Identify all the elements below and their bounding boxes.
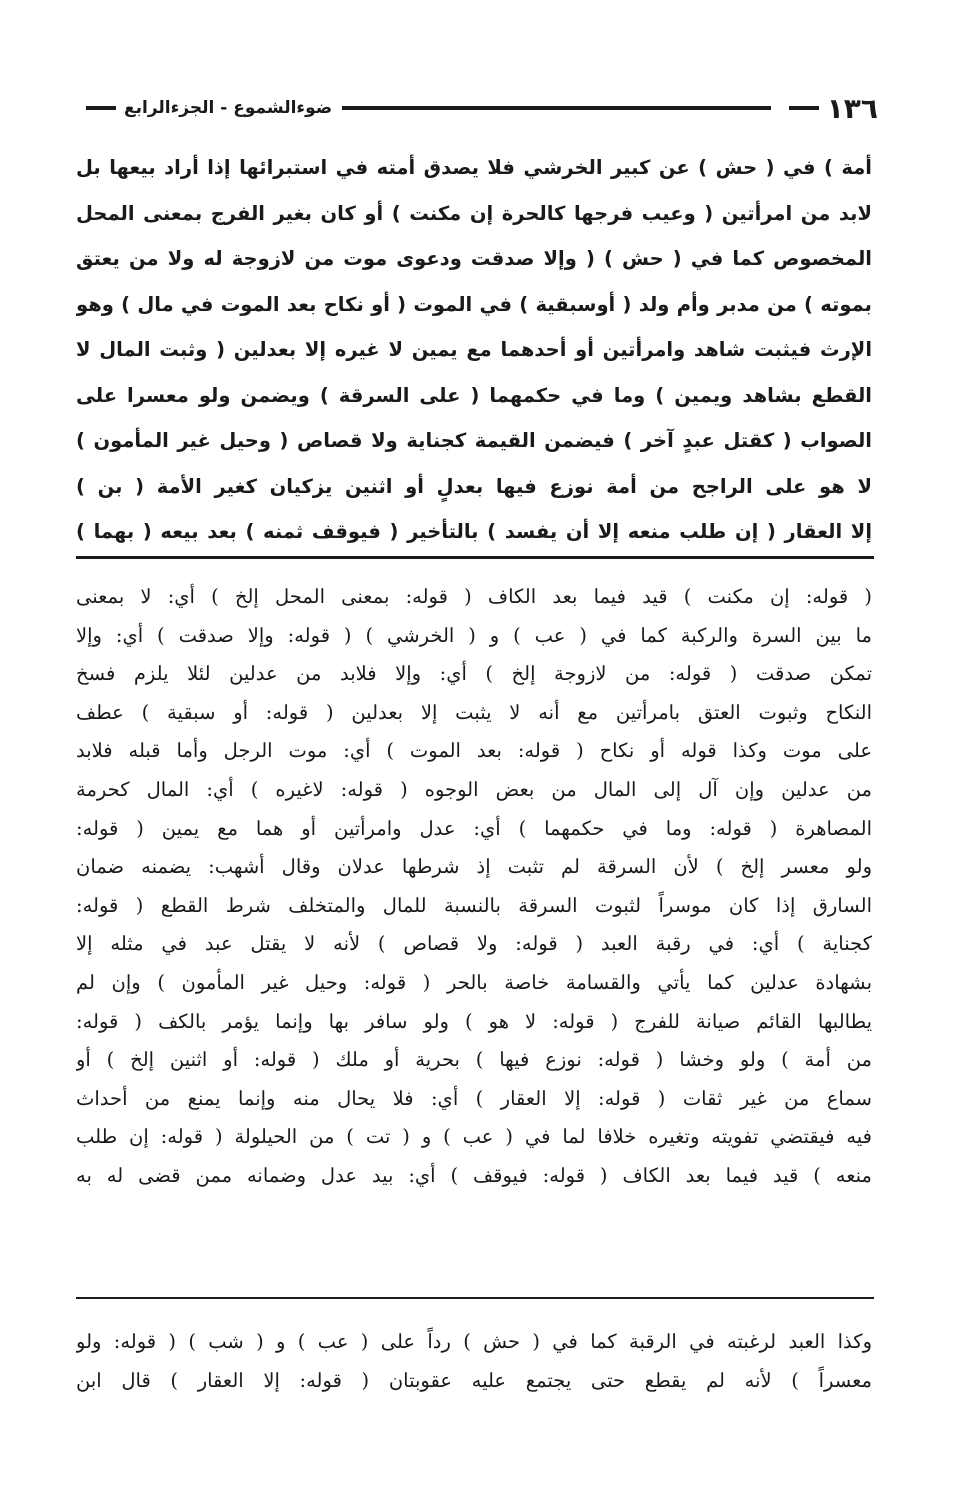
commentary-line: فيه فيقتضي تفويته وتغيره خلافا لما في ( عب ) و ( تت ) من الحيلولة ( قوله: إن طلب: [76, 1125, 872, 1149]
main-text-line: إلا العقار ( إن طلب منعه إلا أن يفسد ) بالتأخير ( فيوقف ثمنه ) بعد بيعه ( بهما ): [76, 520, 872, 543]
commentary-line: بشهادة عدلين كما يأتي والقسامة خاصة بالحر ( قوله: وحيل غير المأمون ) وإن لم: [76, 970, 872, 994]
commentary-line: ولو معسر إلخ ) لأن السرقة لم تثبت إذ شرطها عدلان وقال أشهب: يضمنه ضمان: [76, 855, 872, 879]
page-header: [78, 88, 878, 128]
main-text-line: المخصوص كما في ( حش ) ( وإلا صدقت ودعوى موت من لازوجة له ولا من يعتق: [76, 247, 872, 270]
header-dash-right: [789, 106, 819, 110]
commentary-line: يطالبها القائم صيانة للفرج ( قوله: لا هو ) ولو سافر بها وإنما يؤمر بالكف ( قوله:: [76, 1009, 872, 1033]
commentary-block: [76, 578, 872, 1196]
main-text-line: بموته ) من مدبر وأم ولد ( أوسبقية ) في الموت ( أو نكاح بعد الموت في مال ) وهو: [76, 292, 872, 316]
continuation-block: [76, 1323, 872, 1400]
main-text-line: الصواب ( كقتل عبدٍ آخر ) فيضمن القيمة كجناية ولا قصاص ( وحيل غير المأمون ): [76, 429, 872, 452]
commentary-line: المصاهرة ( قوله: وما في حكمهما ) أي: عدل وامرأتين أو هما مع يمين ( قوله:: [76, 816, 872, 840]
commentary-line: سماع من غير ثقات ( قوله: إلا العقار ) أي: فلا يحال منه وإنما يمنع من أحداث: [76, 1086, 872, 1110]
commentary-line: على موت وكذا قوله أو نكاح ( قوله: بعد الموت ) أي: موت الرجل وأما قبله فلابد: [76, 739, 872, 763]
main-text-line: الإرث فيثبت شاهد وامرأتين أو أحدهما مع يمين لا غيره إلا بعدلين ( وثبت المال لا: [76, 338, 872, 361]
commentary-line: النكاح وثبوت العتق بامرأتين مع أنه لا يثبت إلا بعدلين ( قوله: أو سبقية ) عطف: [76, 700, 872, 724]
page-number: ١٣٦: [826, 91, 878, 125]
header-dash-left: [86, 106, 116, 110]
commentary-line: ما بين السرة والركبة كما في ( عب ) و ( الخرشي ) ( قوله: وإلا صدقت ) أي: وإلا: [76, 623, 872, 647]
main-text-line: لا هو على الراجح من أمة نوزع فيها بعدلٍ أو اثنين يزكيان كغير الأمة ( بن ): [76, 474, 872, 498]
header-rule: [342, 106, 771, 110]
commentary-line: من أمة ) ولو وخشا ( قوله: نوزع فيها ) بحرية أو ملك ( قوله: أو اثنين إلخ ) أو: [76, 1048, 872, 1072]
footnote-divider: [76, 1297, 874, 1299]
main-text-line: لابد من امرأتين ( وعيب فرجها كالحرة إن مكنت ) أو كان بغير الفرج بمعنى المحل: [76, 201, 872, 225]
continuation-line: معسراً ) لأنه لم يقطع حتى يجتمع عليه عقوبتان ( قوله: إلا العقار ) قال ابن: [76, 1368, 872, 1392]
main-text-block: [76, 145, 872, 555]
commentary-line: منعه ) قيد فيما بعد الكاف ( قوله: فيوقف ) أي: بيد عدل وضمانه ممن قضى له به: [76, 1163, 872, 1187]
commentary-line: كجناية ) أي: في رقبة العبد ( قوله: ولا قصاص ) لأنه لا يقتل عبد في مثله إلا: [76, 932, 872, 956]
commentary-line: السارق إذا كان موسراً لثبوت السرقة بالنسبة للمال والمتخلف شرط القطع ( قوله:: [76, 893, 872, 917]
running-title: ضوءالشموع - الجزءالرابع: [124, 98, 333, 118]
continuation-line: وكذا العبد لرغبته في الرقبة كما في ( حش ) رداً على ( عب ) و ( شب ) ( قوله: ولو: [76, 1330, 872, 1353]
main-commentary-divider: [76, 556, 874, 559]
main-text-line: القطع بشاهد ويمين ) وما في حكمهما ( على السرقة ) ويضمن ولو معسرا على: [76, 383, 872, 407]
commentary-line: تمكن صدقت ( قوله: من لازوجة إلخ ) أي: وإلا فلابد من عدلين لئلا يلزم فسخ: [76, 662, 872, 686]
main-text-line: أمة ) في ( حش ) عن كبير الخرشي فلا يصدق أمته في استبرائها إذا أراد بيعها بل: [76, 156, 872, 179]
commentary-line: من عدلين وإن آل إلى المال من بعض الوجوه ( قوله: لاغيره ) أي: المال كحرمة: [76, 777, 872, 801]
commentary-line: ( قوله: إن مكنت ) قيد فيما بعد الكاف ( قوله: بمعنى المحل إلخ ) أي: لا بمعنى: [76, 585, 872, 608]
